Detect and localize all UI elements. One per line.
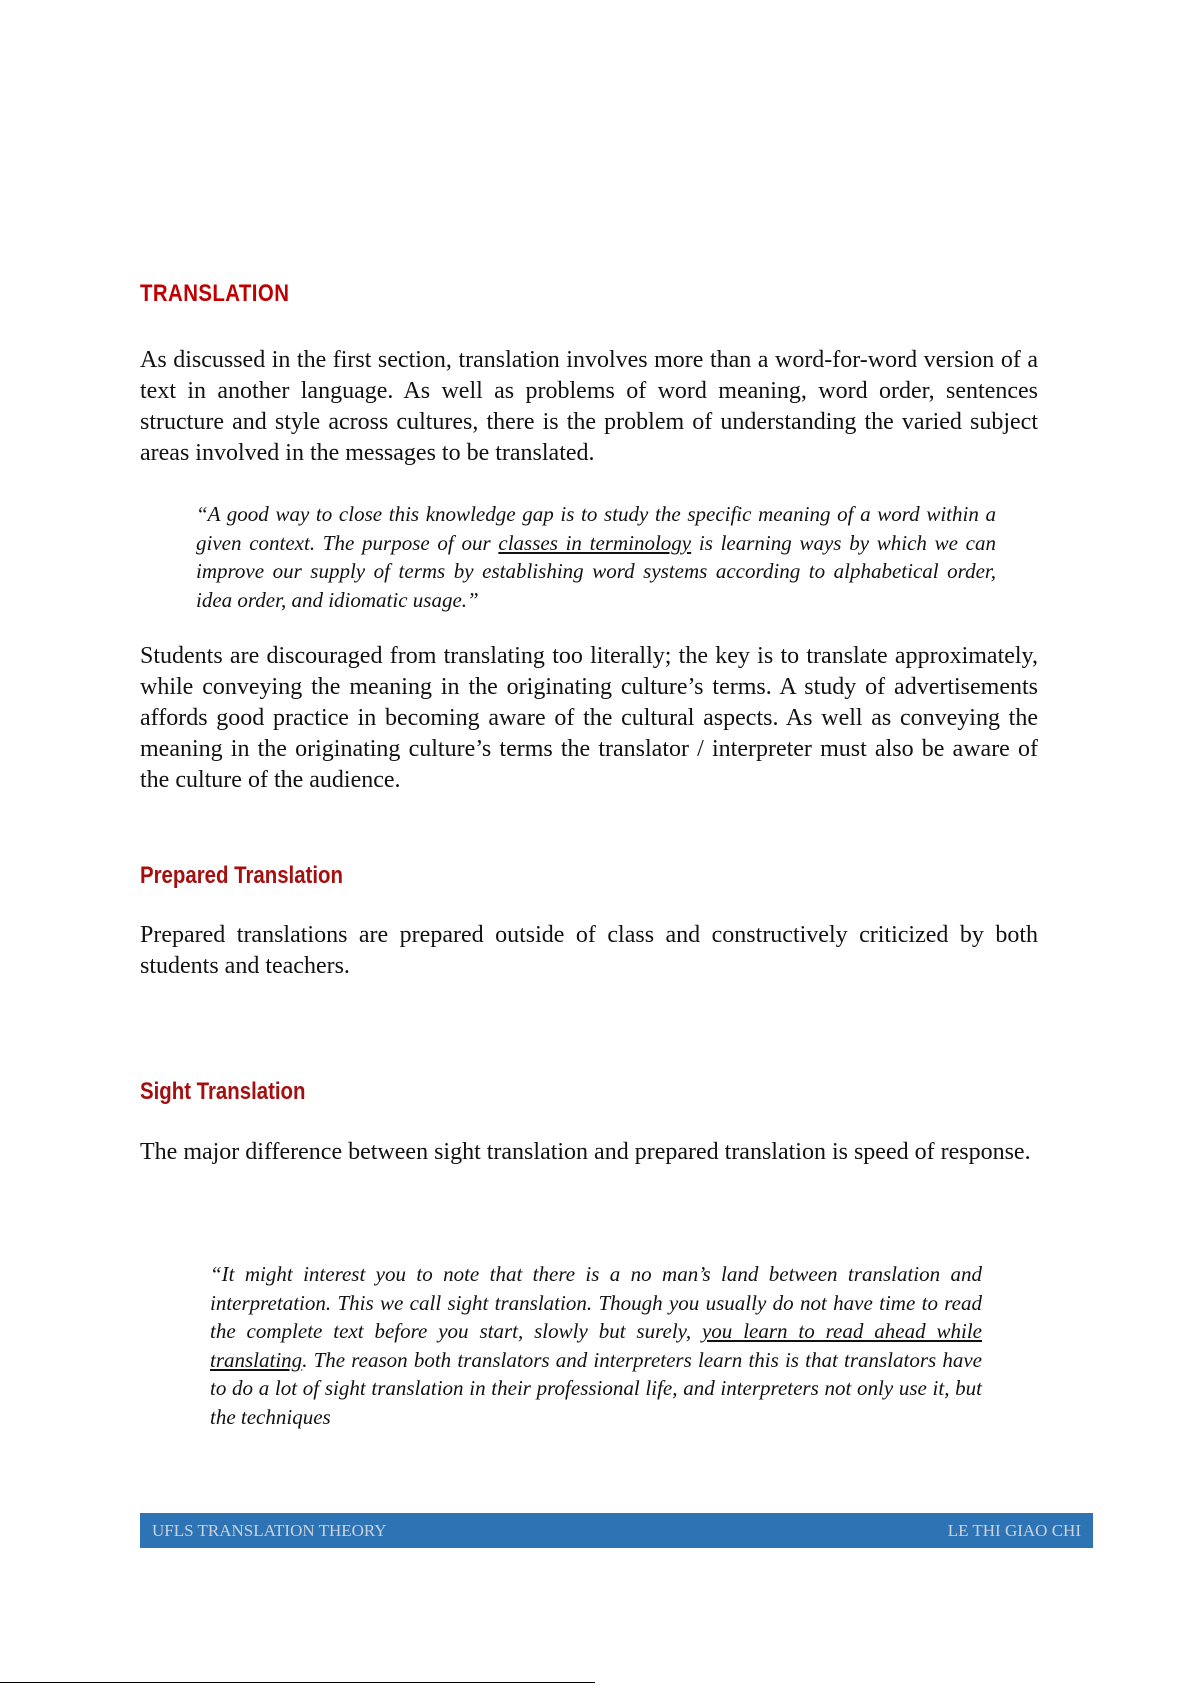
quote-underlined: classes in terminology xyxy=(498,530,692,555)
footer-author: LE THI GIAO CHI xyxy=(947,1520,1081,1540)
quote-terminology xyxy=(196,500,996,614)
prepared-translation-paragraph: Prepared translations are prepared outside of class and constructively criticized by both students and teachers. xyxy=(140,922,1038,979)
section-title: TRANSLATION xyxy=(140,280,290,307)
footer-course: UFLS TRANSLATION THEORY xyxy=(152,1520,387,1540)
quote-text: “A good way to close this knowledge gap is to study the specific meaning of a word within a given context. The purpose of our xyxy=(196,502,996,555)
sight-translation-heading: Sight Translation xyxy=(140,1078,306,1105)
quote-underlined: you learn to read ahead while translating xyxy=(210,1319,982,1372)
quote-text: is learning ways by which we can improve our supply of terms by establishing word systems according to alphabetical order, idea order, and idiomatic usage.” xyxy=(196,530,997,612)
quote-text: . The reason both translators and interpreters learn this is that translators have to do a lot of sight translation in their professional life, and interpreters not only use it, but the techniques xyxy=(210,1347,982,1429)
footnote-separator xyxy=(0,1682,595,1683)
sight-translation-paragraph: The major difference between sight translation and prepared translation is speed of response. xyxy=(140,1139,1031,1165)
page-footer xyxy=(140,1513,1093,1548)
literal-paragraph: Students are discouraged from translating too literally; the key is to translate approximately, while conveying the meaning in the originating culture’s terms. A study of advertisements affords good practice in becoming aware of the cultural aspects. As well as conveying the meaning in the originating culture’s terms the translator / interpreter must also be aware of the culture of the audience. xyxy=(140,643,1038,793)
prepared-translation-heading: Prepared Translation xyxy=(140,862,343,889)
quote-text: “It might interest you to note that there is a no man’s land between translation and interpretation. This we call sight translation. Though you usually do not have time to read the complete text before you start, slowly but surely, xyxy=(210,1262,982,1343)
intro-paragraph: As discussed in the first section, translation involves more than a word-for-word version of a text in another language. As well as problems of word meaning, word order, sentences structure and style across cultures, there is the problem of understanding the varied subject areas involved in the messages to be translated. xyxy=(140,347,1038,466)
quote-sight-translation xyxy=(210,1260,982,1431)
